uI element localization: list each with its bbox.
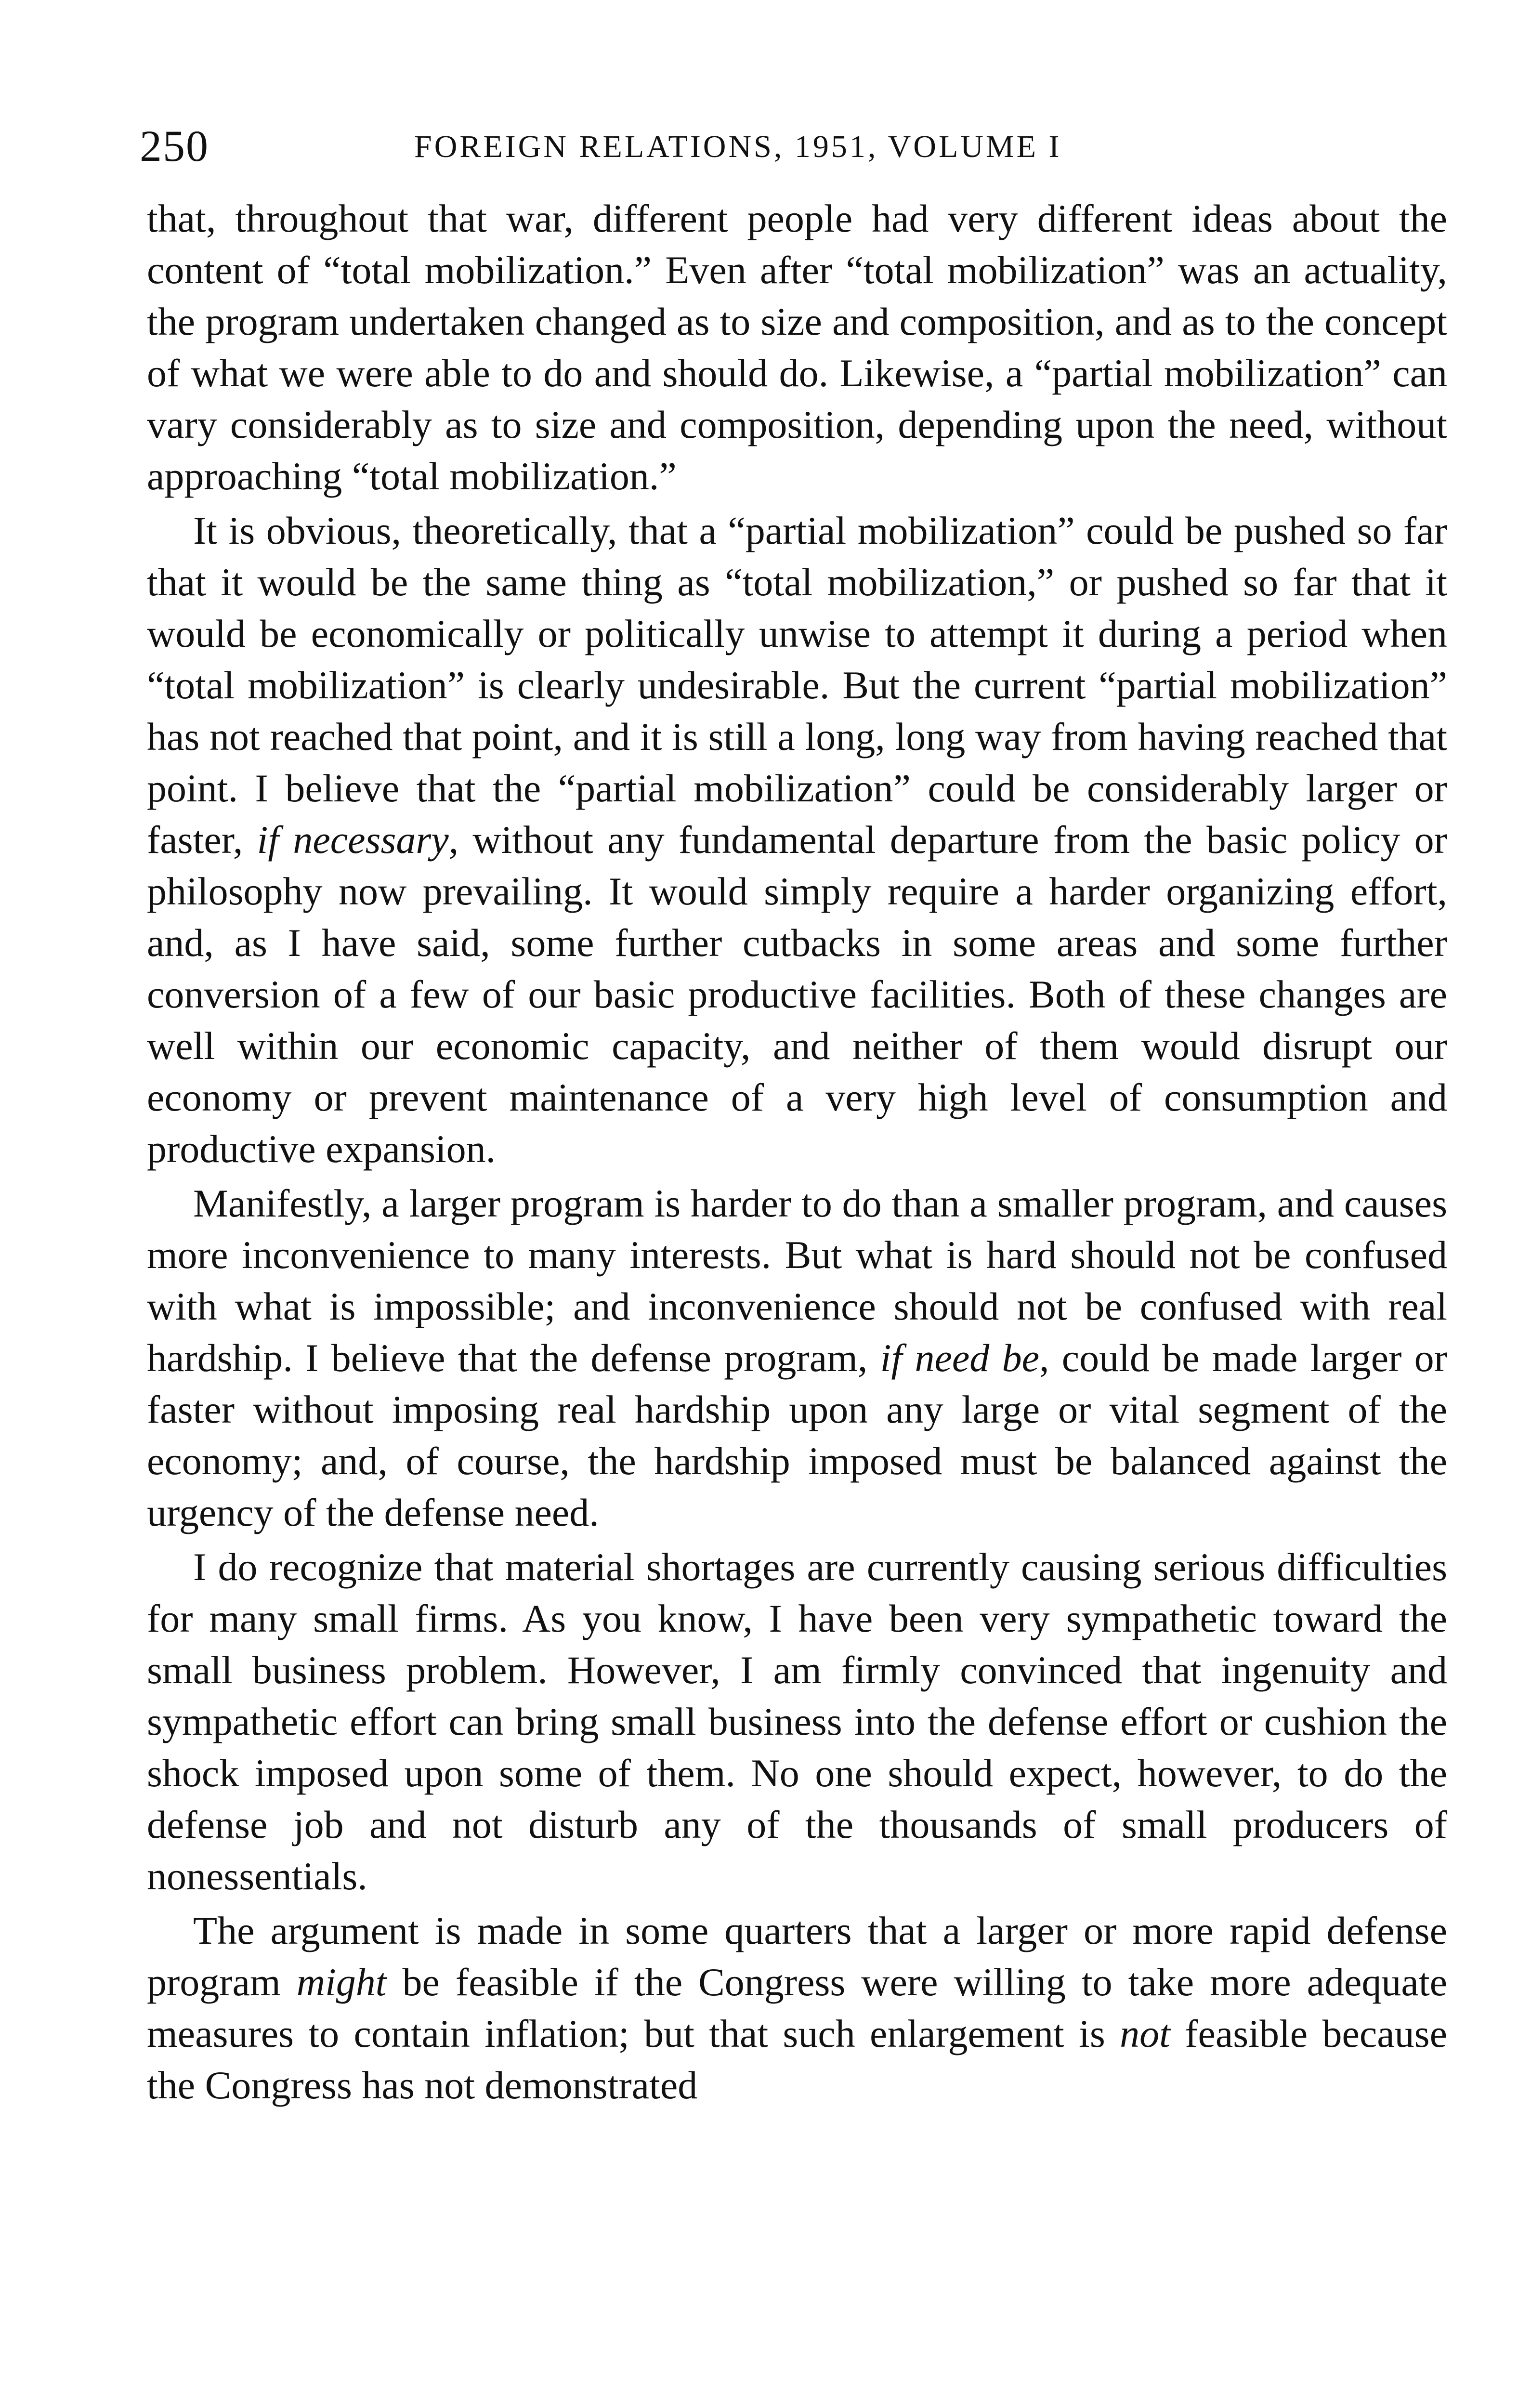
paragraph-3-part-2: , could be made larger or faster without imposing real hardship upon any large or vital segment of the economy; and, of course, the hardship imposed must be balanced against the urgency of the defense need.	[147, 1336, 1447, 1534]
paragraph-2	[147, 505, 1447, 1175]
emphasis-if-need-be: if need be	[880, 1336, 1039, 1380]
paragraph-1: that, throughout that war, different people had very different ideas about the content of “total mobilization.” Even after “total mobilization” was an actuality, the program undertaken changed as to size and composition, and as to the concept of what we were able to do and should do. Likewise, a “partial mobilization” can vary considerably as to size and composition, depending upon the need, without approaching “total mobilization.”	[147, 196, 1447, 498]
paragraph-2-part-2: , without any fundamental departure from the basic policy or philosophy now prevailing. It would simply require a harder organizing effort, and, as I have said, some further cutbacks in some areas and some further conversion of a few of our basic productive facilities. Both of these changes are well within our economic capacity, and neither of them would disrupt our economy or prevent maintenance of a very high level of consumption and productive expansion.	[147, 818, 1447, 1171]
body-text	[147, 193, 1447, 2114]
paragraph-2-part-1: It is obvious, theoretically, that a “partial mobilization” could be pushed so far that it would be the same thing as “total mobilization,” or pushed so far that it would be economically or politically unwise to attempt it during a period when “total mobilization” is clearly undesirable. But the current “partial mobilization” has not reached that point, and it is still a long, long way from having reached that point. I believe that the “partial mobilization” could be considerably larger or faster,	[147, 509, 1447, 862]
emphasis-might: might	[296, 1960, 387, 2004]
paragraph-5	[147, 1905, 1447, 2111]
emphasis-if-necessary: if necessary	[257, 818, 449, 862]
paragraph-5-part-2: be feasible if the Congress were willing to take more adequate measures to contain inflation; but that such enlargement is	[147, 1960, 1447, 2055]
paragraph-3-part-1: Manifestly, a larger program is harder to do than a smaller program, and causes more inconvenience to many interests. But what is hard should not be confused with what is impossible; and inconvenience should not be confused with real hardship. I believe that the defense program,	[147, 1181, 1447, 1380]
page-number: 250	[140, 121, 209, 170]
paragraph-4: I do recognize that material shortages are currently causing serious difficulties for many small firms. As you know, I have been very sympathetic toward the small business problem. However, I am firmly convinced that ingenuity and sympathetic effort can bring small business into the defense effort or cushion the shock imposed upon some of them. No one should expect, however, to do the defense job and not disturb any of the thousands of small producers of nonessentials.	[147, 1545, 1447, 1898]
page-header	[140, 119, 1459, 172]
running-head: FOREIGN RELATIONS, 1951, VOLUME I	[414, 129, 1062, 164]
paragraph-5-part-1: The argument is made in some quarters that a larger or more rapid defense program	[147, 1909, 1447, 2004]
paragraph-5-part-3: feasible because the Congress has not demonstrated	[147, 2012, 1447, 2107]
paragraph-3	[147, 1178, 1447, 1538]
emphasis-not: not	[1120, 2012, 1170, 2055]
